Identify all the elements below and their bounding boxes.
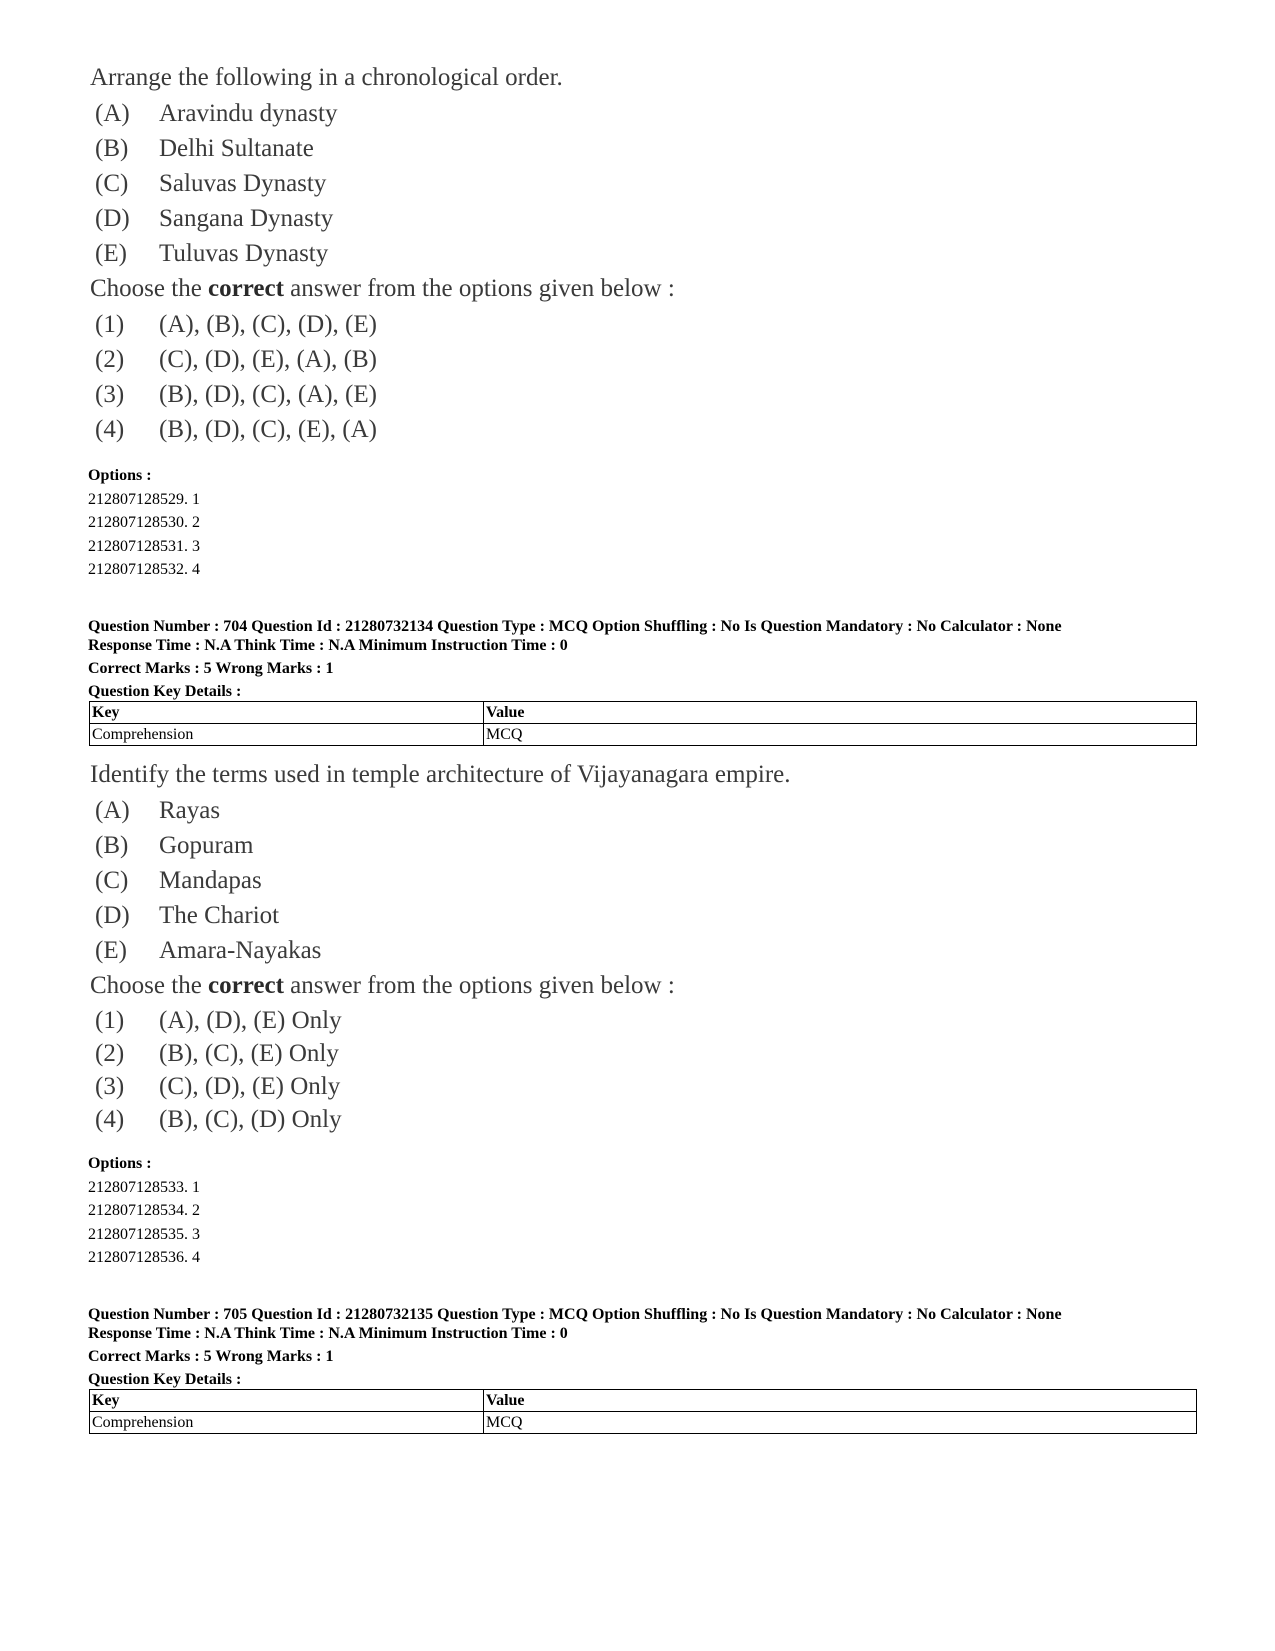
choose-instruction: Choose the correct answer from the options given below : bbox=[90, 972, 675, 999]
option-item: 212807128530. 2 bbox=[88, 514, 200, 531]
options-title: Options : bbox=[88, 1155, 152, 1172]
answer-choice: (4) (B), (C), (D) Only bbox=[95, 1106, 342, 1133]
list-item: (E) Amara-Nayakas bbox=[95, 937, 322, 964]
question-key-table bbox=[89, 701, 1197, 746]
question-703-image bbox=[90, 60, 675, 447]
table-row: Comprehension MCQ bbox=[90, 724, 1197, 746]
list-item: (E) Tuluvas Dynasty bbox=[95, 240, 329, 267]
list-item: (B) Delhi Sultanate bbox=[95, 135, 314, 162]
table-header-row: Key Value bbox=[90, 1390, 1197, 1412]
list-item: (D) Sangana Dynasty bbox=[95, 205, 334, 232]
answer-choice: (3) (B), (D), (C), (A), (E) bbox=[95, 381, 377, 408]
answer-choice: (1) (A), (D), (E) Only bbox=[95, 1007, 342, 1034]
list-item: (B) Gopuram bbox=[95, 832, 254, 859]
options-title: Options : bbox=[88, 467, 152, 484]
option-item: 212807128534. 2 bbox=[88, 1202, 200, 1219]
question-stem: Arrange the following in a chronological order. bbox=[90, 64, 563, 91]
list-item: (C) Saluvas Dynasty bbox=[95, 170, 327, 197]
question-705-meta: Question Number : 705 Question Id : 21280732135 Question Type : MCQ Option Shuffling : No Is Question Mandatory : No Calculator : None Response Time : N.A Think Time : N.A Minimum Instruction Time : 0 Correct Marks : 5 Wrong Marks : 1 Question Key Details : bbox=[88, 1305, 1198, 1389]
options-list bbox=[88, 464, 200, 582]
answer-choice: (3) (C), (D), (E) Only bbox=[95, 1073, 341, 1100]
option-item: 212807128536. 4 bbox=[88, 1249, 200, 1266]
answer-choice: (2) (B), (C), (E) Only bbox=[95, 1040, 339, 1067]
question-704-meta: Question Number : 704 Question Id : 21280732134 Question Type : MCQ Option Shuffling : No Is Question Mandatory : No Calculator : None Response Time : N.A Think Time : N.A Minimum Instruction Time : 0 Correct Marks : 5 Wrong Marks : 1 Question Key Details : bbox=[88, 617, 1198, 701]
option-item: 212807128531. 3 bbox=[88, 537, 200, 555]
list-item: (A) Rayas bbox=[95, 797, 221, 824]
marks: Correct Marks : 5 Wrong Marks : 1 bbox=[88, 1348, 334, 1365]
question-key-table bbox=[89, 1389, 1197, 1434]
question-stem: Identify the terms used in temple architecture of Vijayanagara empire. bbox=[90, 761, 791, 788]
question-704-image bbox=[90, 757, 791, 1136]
marks: Correct Marks : 5 Wrong Marks : 1 bbox=[88, 660, 334, 677]
table-row: Comprehension MCQ bbox=[90, 1412, 1197, 1434]
option-item: 212807128535. 3 bbox=[88, 1225, 200, 1243]
answer-choice: (2) (C), (D), (E), (A), (B) bbox=[95, 346, 377, 373]
list-item: (C) Mandapas bbox=[95, 867, 262, 894]
option-item: 212807128529. 1 bbox=[88, 490, 200, 508]
answer-choice: (1) (A), (B), (C), (D), (E) bbox=[95, 311, 377, 338]
list-item: (D) The Chariot bbox=[95, 902, 280, 929]
table-header-row: Key Value bbox=[90, 702, 1197, 724]
list-item: (A) Aravindu dynasty bbox=[95, 100, 338, 127]
answer-choice: (4) (B), (D), (C), (E), (A) bbox=[95, 416, 377, 443]
key-details-title: Question Key Details : bbox=[88, 683, 242, 700]
option-item: 212807128532. 4 bbox=[88, 561, 200, 578]
choose-instruction: Choose the correct answer from the options given below : bbox=[90, 275, 675, 302]
option-item: 212807128533. 1 bbox=[88, 1178, 200, 1196]
options-list bbox=[88, 1152, 200, 1270]
key-details-title: Question Key Details : bbox=[88, 1371, 242, 1388]
